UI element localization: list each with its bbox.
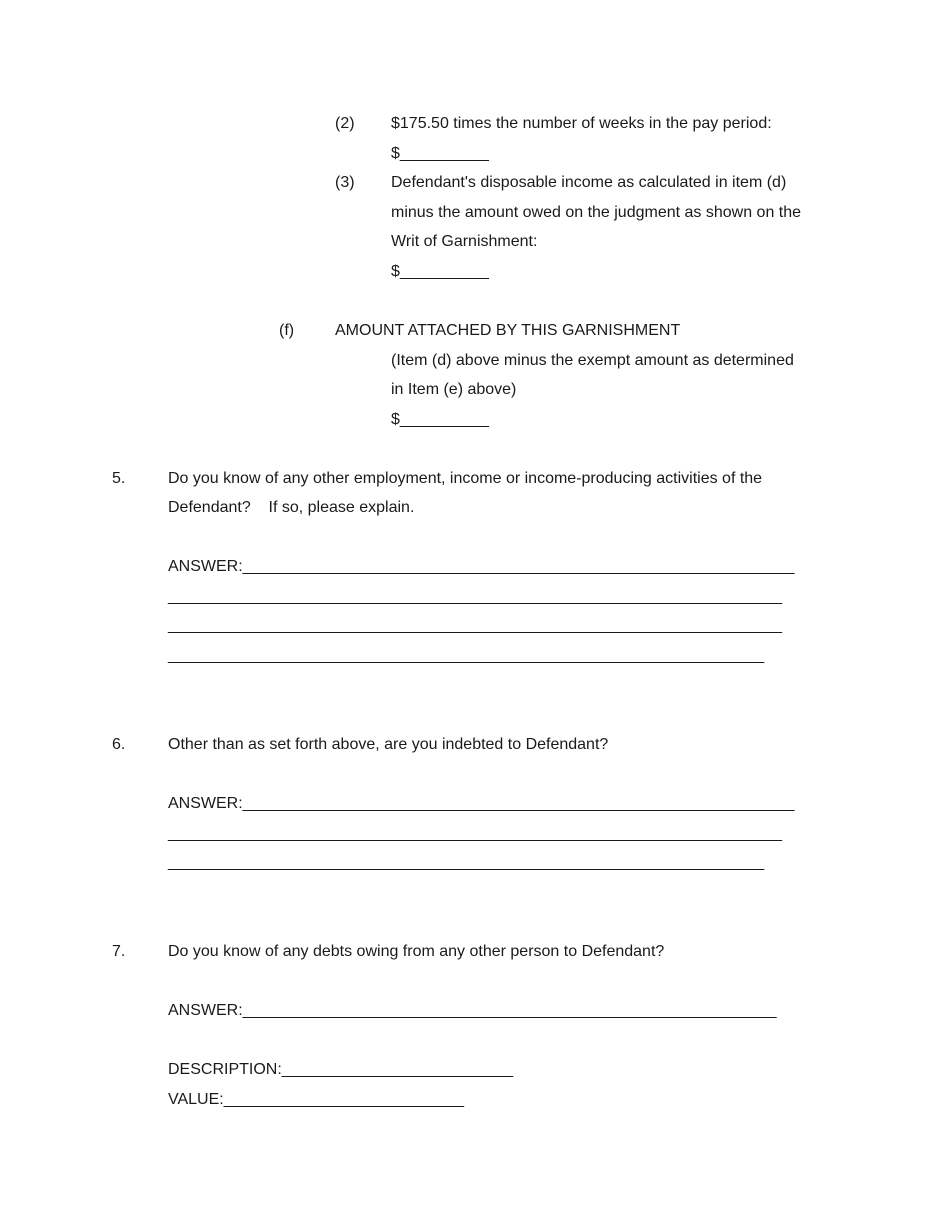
sub-item-3-number: (3) — [335, 174, 355, 191]
question-6-text: Other than as set forth above, are you indebted to Defendant? — [168, 736, 609, 753]
question-5-answer-line-3[interactable]: ___________________________________________________________________ — [168, 647, 765, 664]
question-5-answer-line-1[interactable]: _____________________________________________________________________ — [168, 588, 782, 605]
question-6-answer-field[interactable]: ANSWER:______________________________________________________________ — [168, 795, 795, 812]
item-f-label: (f) — [279, 322, 295, 339]
sub-item-3-text-line-3: Writ of Garnishment: — [391, 233, 538, 250]
sub-item-3-text-line-2: minus the amount owed on the judgment as shown on the — [391, 204, 802, 221]
item-f-text-line-2: in Item (e) above) — [391, 381, 517, 398]
question-5-number: 5. — [112, 470, 126, 487]
question-7-description-field[interactable]: DESCRIPTION:__________________________ — [168, 1061, 514, 1078]
sub-item-2-number: (2) — [335, 115, 355, 132]
question-5-answer-field[interactable]: ANSWER:______________________________________________________________ — [168, 558, 795, 575]
question-7-answer-field[interactable]: ANSWER:____________________________________________________________ — [168, 1002, 777, 1019]
question-6-answer-line-1[interactable]: _____________________________________________________________________ — [168, 825, 782, 842]
sub-item-3-text-line-1: Defendant's disposable income as calculated in item (d) — [391, 174, 787, 191]
question-6-answer-line-2[interactable]: ___________________________________________________________________ — [168, 854, 765, 871]
sub-item-2-text: $175.50 times the number of weeks in the pay period: — [391, 115, 772, 132]
sub-item-3-amount-blank[interactable]: $__________ — [391, 263, 489, 280]
question-7-number: 7. — [112, 943, 126, 960]
question-5-answer-line-2[interactable]: _____________________________________________________________________ — [168, 617, 782, 634]
item-f-amount-blank[interactable]: $__________ — [391, 411, 489, 428]
sub-item-2-amount-blank[interactable]: $__________ — [391, 145, 489, 162]
item-f-heading: AMOUNT ATTACHED BY THIS GARNISHMENT — [335, 322, 681, 339]
question-6-number: 6. — [112, 736, 126, 753]
question-5-text-line-1: Do you know of any other employment, income or income-producing activities of the — [168, 470, 763, 487]
question-7-value-field[interactable]: VALUE:___________________________ — [168, 1091, 464, 1108]
question-7-text: Do you know of any debts owing from any other person to Defendant? — [168, 943, 665, 960]
item-f-text-line-1: (Item (d) above minus the exempt amount as determined — [391, 352, 794, 369]
question-5-text-line-2: Defendant? If so, please explain. — [168, 499, 415, 516]
